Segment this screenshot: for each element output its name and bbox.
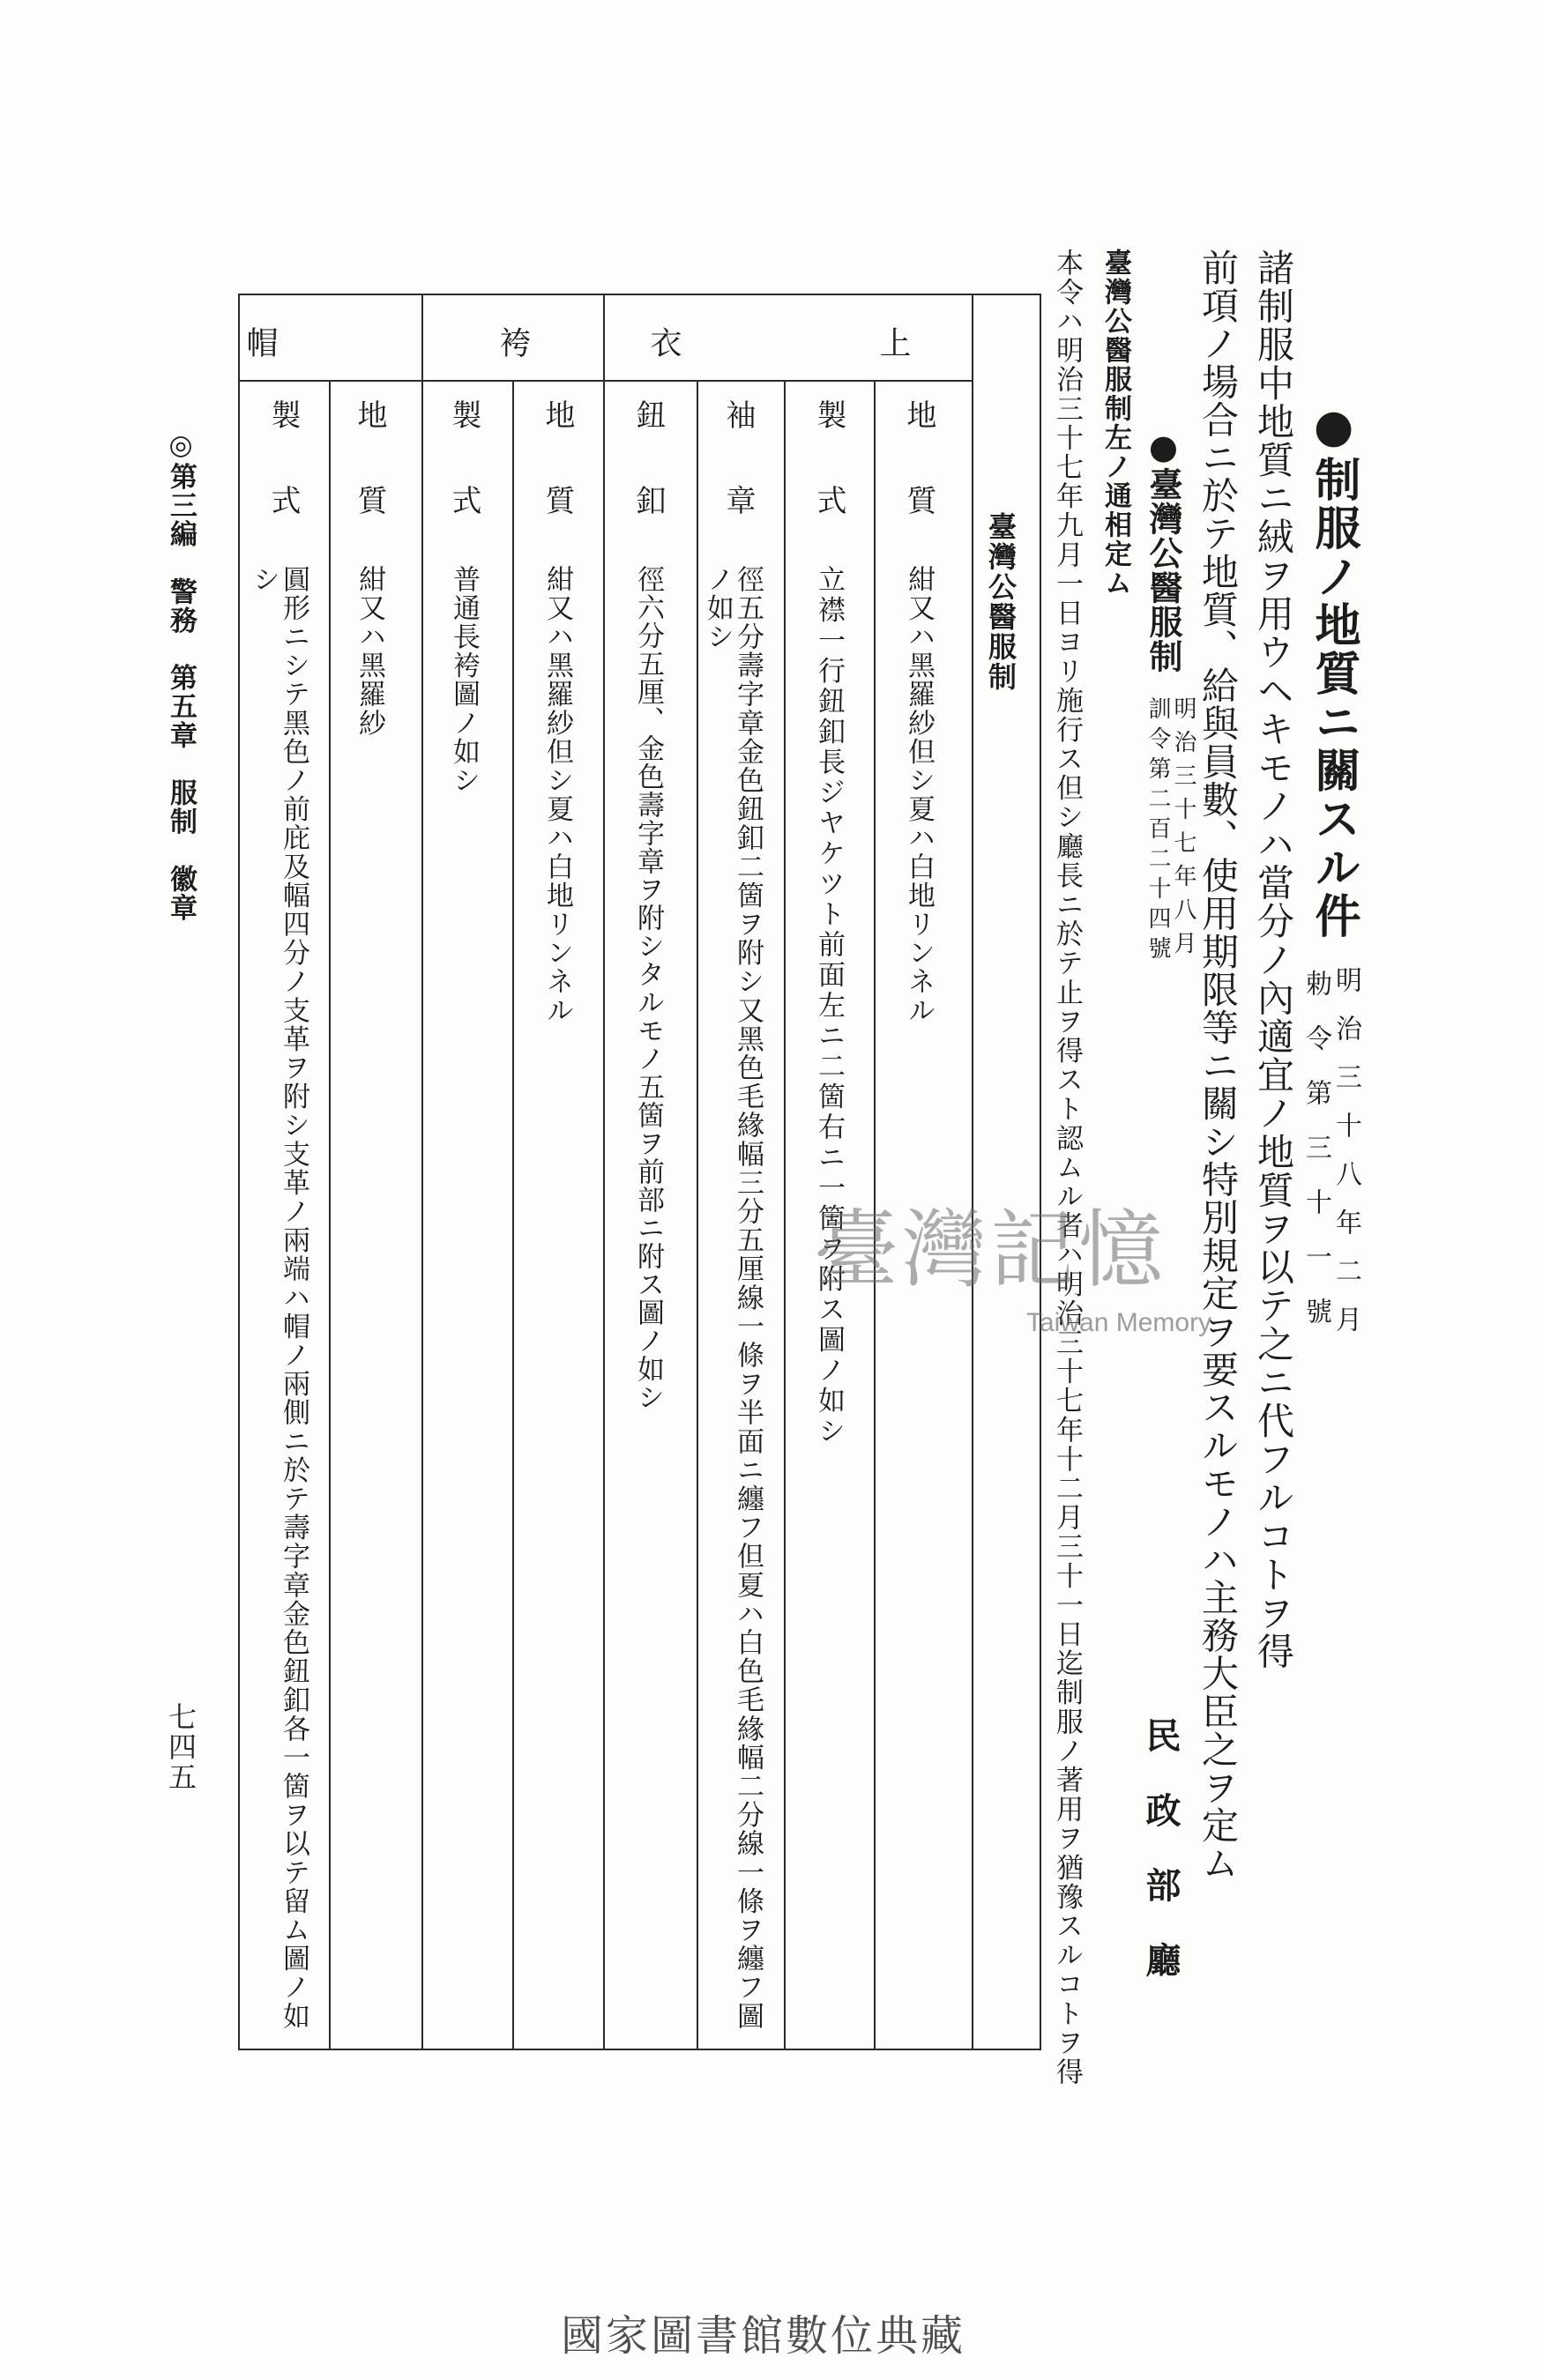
- jacket-material-text: 紺又ハ黑羅紗但シ夏ハ白地リンネル: [903, 565, 935, 1025]
- table-column-divider: [697, 380, 698, 2050]
- category-trousers: 袴: [495, 326, 531, 358]
- collection-credit: 國家圖書館數位典藏: [561, 2311, 966, 2361]
- table-title: 臺灣公醫服制: [984, 512, 1017, 692]
- trousers-material-text: 紺又ハ黑羅紗但シ夏ハ白地リンネル: [541, 565, 573, 1025]
- table-column-divider: [329, 380, 331, 2050]
- jacket-sleeve-badge-text-cont: ノ如シ: [702, 565, 734, 651]
- jacket-style-label: 製式: [811, 399, 846, 570]
- entry-2-paragraph-2: 本令ハ明治三十七年九月一日ヨリ施行ス但シ廳長ニ於テ止ヲ得スト認ムル者ハ明治三十七年十二月三十一日迄制服ノ著用ヲ猶豫スルコトヲ得: [1051, 249, 1083, 2087]
- entry-1-ordinance-annotation: 勅令第三十一號: [1301, 970, 1331, 1352]
- entry-2-paragraph-1: 臺灣公醫服制左ノ通相定ム: [1099, 249, 1131, 598]
- trousers-style-text: 普通長袴圖ノ如シ: [448, 565, 480, 795]
- entry-2-title: ●臺灣公醫服制: [1144, 427, 1183, 673]
- table-border-left: [238, 294, 240, 2050]
- watermark-logo-subtext: Taiwan Memory: [1026, 1308, 1212, 1337]
- cap-material-label: 地質: [352, 399, 387, 570]
- table-category-row-divider: [238, 380, 973, 382]
- table-column-divider: [784, 380, 786, 2050]
- entry-1-paragraph-1: 諸制服中地質ニ絨ヲ用ウヘキモノハ當分ノ內適宜ノ地質ヲ以テ之ニ代フルコトヲ得: [1252, 249, 1295, 1671]
- jacket-sleeve-badge-text: 徑五分壽字章金色鈕釦二箇ヲ附シ又黑色毛緣幅三分五厘線一條ヲ半面ニ纏フ但夏ハ白色毛緣幅二分線一條ヲ纏フ圖: [732, 565, 764, 2031]
- running-section-header: ◎第三編 警務 第五章 服制 徽章: [165, 429, 197, 923]
- jacket-sleeve-badge-label: 袖章: [720, 399, 756, 570]
- jacket-material-label: 地質: [901, 399, 936, 570]
- trousers-style-label: 製式: [446, 399, 481, 570]
- cap-style-label: 製式: [265, 399, 301, 570]
- table-border-right: [1040, 294, 1041, 2050]
- entry-2-issuer: 民政部廳: [1140, 1717, 1181, 2017]
- page-number: 七四五: [164, 1702, 198, 1792]
- table-column-divider: [512, 380, 514, 2050]
- cap-style-text-cont: シ: [248, 565, 280, 594]
- table-border-top: [238, 294, 1041, 295]
- watermark-logo-text: 臺灣記憶: [814, 1201, 1167, 1299]
- entry-1-date-annotation: 明治三十八年二月: [1331, 966, 1361, 1354]
- table-group-divider-trousers-cap: [421, 294, 423, 2050]
- entry-2-date-annotation: 明治三十七年八月: [1170, 696, 1196, 964]
- table-title-divider: [972, 294, 973, 2050]
- table-group-divider-jacket-trousers: [603, 294, 605, 2050]
- category-cap: 帽: [242, 326, 278, 358]
- category-jacket: 上衣: [645, 326, 911, 358]
- entry-1-title: ●制服ノ地質ニ關スル件: [1307, 399, 1360, 941]
- trousers-material-label: 地質: [540, 399, 575, 570]
- cap-material-text: 紺又ハ黑羅紗: [354, 565, 385, 738]
- cap-style-text: 圓形ニシテ黑色ノ前庇及幅四分ノ支革ヲ附シ支革ノ兩端ハ帽ノ兩側ニ於テ壽字章金色鈕釦各一箇ヲ以テ留ム圖ノ如: [278, 565, 309, 2031]
- jacket-buttons-label: 鈕釦: [630, 399, 666, 570]
- jacket-style-text: 立襟一行鈕釦長ジヤケツト前面左ニ二箇右ニ一箇ヲ附ス圖ノ如シ: [813, 565, 845, 1447]
- table-column-divider: [874, 380, 876, 2050]
- table-border-bottom: [238, 2049, 1041, 2050]
- entry-2-order-annotation: 訓令第二百二十四號: [1144, 696, 1171, 966]
- entry-1-paragraph-2: 前項ノ場合ニ於テ地質、給與員數、使用期限等ニ關シ特別規定ヲ要スルモノハ主務大臣之ヲ定ム: [1196, 249, 1240, 1883]
- jacket-buttons-text: 徑六分五厘、金色壽字章ヲ附シタルモノ五箇ヲ前部ニ附ス圖ノ如シ: [632, 565, 664, 1411]
